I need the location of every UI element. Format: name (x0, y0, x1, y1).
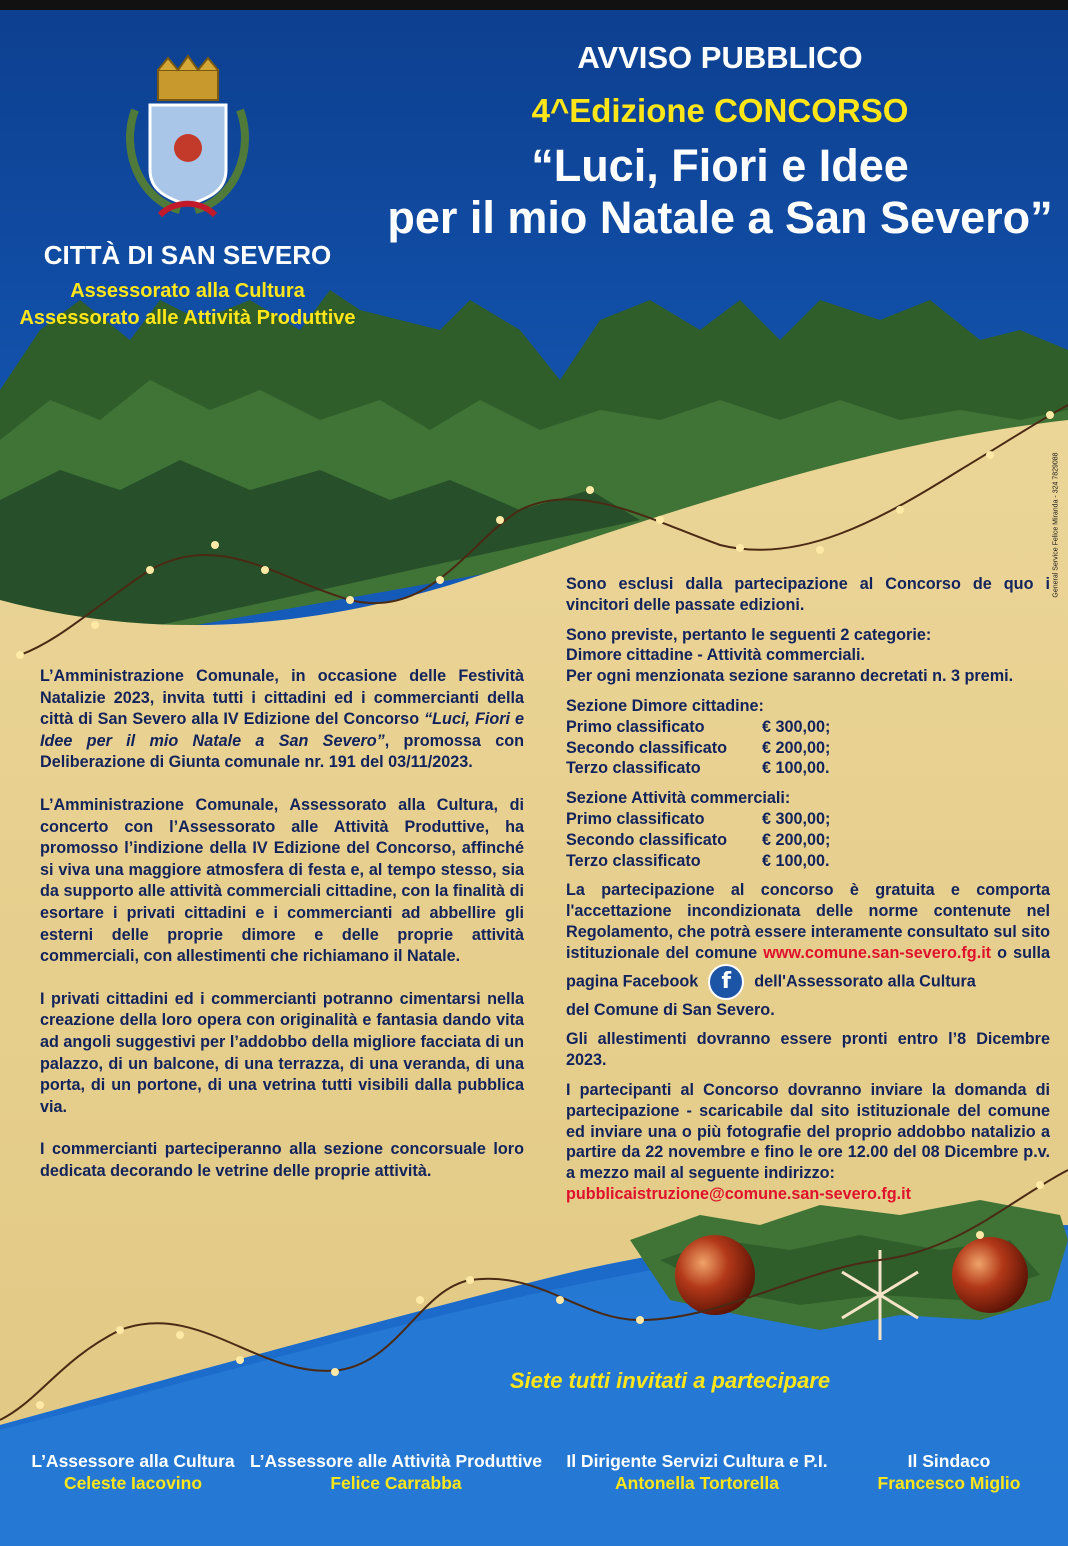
prize-row: Primo classificato € 300,00; (566, 717, 831, 736)
website-link[interactable]: www.comune.san-severo.fg.it (763, 943, 992, 962)
contest-title-line2: per il mio Natale a San Severo” (387, 192, 1053, 243)
prize-row: Terzo classificato € 100,00. (566, 851, 830, 870)
notice-heading: AVVISO PUBBLICO (577, 40, 863, 75)
intro-paragraph: L’Amministrazione Comunale, in occasione delle Festività Natalizie 2023, invita tutti i cittadini ed i commercianti della città di San Severo alla IV Edizione del Concorso “Luci, Fiori e Idee per il mio Natale a San Severo”, promossa con Deliberazione di Giunta comunale nr. 191 del 03/11/2023. (40, 667, 525, 772)
contest-title (360, 140, 1068, 244)
coat-of-arms-icon (130, 56, 245, 215)
signature-productive: L’Assessore alle Attività Produttive Felice Carrabba (249, 1451, 543, 1493)
rules-paragraph: La partecipazione al concorso è gratuita e comporta l'accettazione incondizionata delle norme contenute nel Regolamento, che potrà essere interamente consultato sul sito istituzionale del comune www.comune.san-severo.fg.it o sulla pagina Facebook f dell'Assessorato alla Cultura del Comune di San Severo. (566, 881, 1050, 1019)
prize-row: Terzo classificato € 100,00. (566, 759, 830, 778)
merchants-paragraph: I commercianti parteciperanno alla sezione concorsuale loro dedicata decorando le vetrine delle proprie attività. (40, 1140, 524, 1180)
signature-mayor: Il Sindaco Francesco Miglio (877, 1451, 1021, 1493)
ornament-left (675, 1235, 755, 1315)
printer-credit: General Service Felice Miranda - 324 7829088 (1052, 452, 1060, 598)
purpose-paragraph: L’Amministrazione Comunale, Assessorato alla Cultura, di concerto con l’Assessorato alle Attività Produttive, ha promosso l’indizione della IV Edizione del Concorso, affinché si viva una maggiore atmosfera di festa e, al tempo stesso, sia da supporto alle attività commerciali cittadine, con la finalità di esortare i privati cittadini e i commercianti ad abbellire gli esterni delle proprie dimore e delle proprie attività commerciali, con allestimenti che richiamano il Natale. (40, 795, 524, 966)
edition-heading: 4^Edizione CONCORSO (531, 92, 909, 129)
prize-row: Primo classificato € 300,00; (566, 809, 831, 828)
facebook-icon[interactable]: f (708, 964, 744, 1000)
signature-director: Il Dirigente Servizi Cultura e P.I. Antonella Tortorella (566, 1451, 828, 1493)
participation-paragraph: I privati cittadini ed i commercianti potranno cimentarsi nella creazione della loro opera con originalità e fantasia dando vita ad angoli suggestivi per l’addobbo della migliore facciata di un palazzo, di un balcone, di una terrazza, di una veranda, di una porta, di un portone, di una vetrina tutti visibili dalla pubblica via. (40, 989, 524, 1116)
submission-paragraph: I partecipanti al Concorso dovranno inviare la domanda di partecipazione - scaricabile dal sito istituzionale del comune ed inviare una o più fotografie del proprio addobbo natalizio a partire da 22 novembre e fino le ore 12.00 del 08 Dicembre p.v. a mezzo mail al seguente indirizzo: (566, 1080, 1050, 1183)
email-link[interactable]: pubblicaistruzione@comune.san-severo.fg.it (566, 1184, 911, 1203)
prizes-homes: Sezione Dimore cittadine: Primo classificato € 300,00; Secondo classificato € 200,00; Terzo classificato € 100,00. (566, 696, 1050, 779)
department-culture: Assessorato alla Cultura (70, 280, 305, 302)
prizes-shops: Sezione Attività commerciali: Primo classificato € 300,00; Secondo classificato € 200,00; Terzo classificato € 100,00. (566, 788, 1050, 871)
right-column (566, 574, 1050, 1205)
invitation-text: Siete tutti invitati a partecipare (509, 1368, 831, 1393)
prize-row: Secondo classificato € 200,00; (566, 738, 831, 757)
city-name: CITTÀ DI SAN SEVERO (43, 240, 332, 270)
ornament-right (952, 1237, 1028, 1313)
deadline-paragraph: Gli allestimenti dovranno essere pronti entro l’8 Dicembre 2023. (566, 1030, 1050, 1070)
left-column (40, 666, 524, 1203)
signature-culture: L’Assessore alla Cultura Celeste Iacovino (31, 1451, 235, 1493)
contest-title-line1: “Luci, Fiori e Idee (531, 140, 909, 191)
categories-block: Sono previste, pertanto le seguenti 2 categorie: Dimore cittadine - Attività commerciali. Per ogni menzionata sezione saranno decretati n. 3 premi. (566, 625, 1014, 686)
department-productive: Assessorato alle Attività Produttive (19, 307, 356, 329)
prize-row: Secondo classificato € 200,00; (566, 830, 831, 849)
exclusion-paragraph: Sono esclusi dalla partecipazione al Concorso de quo i vincitori delle passate edizioni. (566, 575, 1050, 614)
